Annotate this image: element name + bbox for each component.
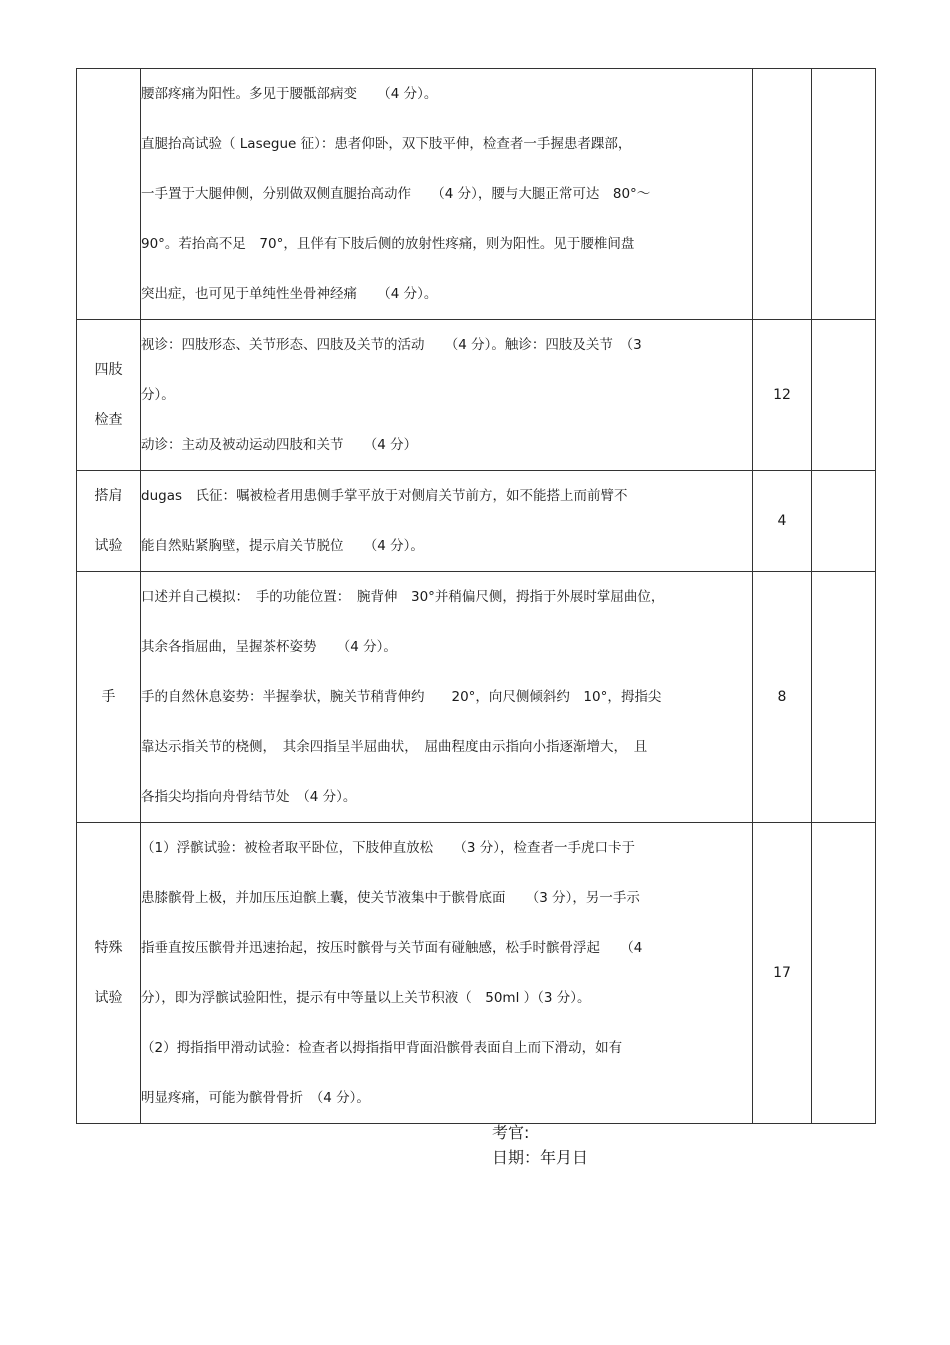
content-cell [141, 320, 753, 471]
content-cell [141, 471, 753, 572]
content-line: （1）浮髌试验：被检者取平卧位，下肢伸直放松 （3 分），检查者一手虎口卡于 [141, 840, 635, 856]
content-line: 直腿抬高试验（ Lasegue 征）：患者仰卧，双下肢平伸，检查者一手握患者踝部， [141, 136, 632, 152]
content-cell [141, 572, 753, 823]
content-line: 突出症，也可见于单纯性坐骨神经痛 （4 分）。 [141, 286, 438, 302]
content-cell [141, 823, 753, 1124]
category-label: 手 [101, 689, 116, 705]
category-cell [77, 69, 141, 320]
exam-scoring-table [76, 68, 876, 1124]
content-line: 患膝髌骨上极，并加压压迫髌上囊，使关节液集中于髌骨底面 （3 分），另一手示 [141, 890, 640, 906]
category-cell [77, 320, 141, 471]
blank-cell [812, 471, 876, 572]
examiner-label: 考官: [492, 1123, 530, 1142]
blank-cell [812, 572, 876, 823]
category-label: 试验 [94, 538, 123, 554]
content-line: 分）。 [141, 387, 175, 403]
category-cell [77, 572, 141, 823]
category-label: 试验 [94, 990, 123, 1006]
table-row [77, 320, 876, 471]
content-line: （2）拇指指甲滑动试验：检查者以拇指指甲背面沿髌骨表面自上而下滑动，如有 [141, 1040, 623, 1056]
table-row [77, 572, 876, 823]
score-cell: 12 [753, 320, 812, 471]
content-cell [141, 69, 753, 320]
table-row [77, 823, 876, 1124]
content-line: 其余各指屈曲，呈握茶杯姿势 （4 分）。 [141, 639, 397, 655]
blank-cell [812, 320, 876, 471]
blank-cell [812, 69, 876, 320]
category-cell [77, 823, 141, 1124]
score-cell [753, 69, 812, 320]
content-line: 分），即为浮髌试验阳性，提示有中等量以上关节积液（ 50ml ）（3 分）。 [141, 990, 591, 1006]
content-line: 指垂直按压髌骨并迅速抬起，按压时髌骨与关节面有碰触感，松手时髌骨浮起 （4 [141, 940, 643, 956]
category-label: 检查 [94, 412, 123, 428]
blank-cell [812, 823, 876, 1124]
content-line: 视诊：四肢形态、关节形态、四肢及关节的活动 （4 分）。触诊：四肢及关节 （3 [141, 337, 642, 353]
content-line: 手的自然休息姿势：半握拳状，腕关节稍背伸约 20°，向尺侧倾斜约 10°，拇指尖 [141, 689, 662, 705]
content-line: 一手置于大腿伸侧，分别做双侧直腿抬高动作 （4 分），腰与大腿正常可达 80°～ [141, 186, 651, 202]
content-line: 90°。若抬高不足 70°，且伴有下肢后侧的放射性疼痛，则为阳性。见于腰椎间盘 [141, 236, 635, 252]
date-label: 日期：年月日 [492, 1148, 589, 1167]
category-cell [77, 471, 141, 572]
category-label: 搭肩 [94, 488, 123, 504]
content-line: dugas 氏征：嘱被检者用患侧手掌平放于对侧肩关节前方，如不能搭上而前臂不 [141, 488, 628, 504]
content-line: 各指尖均指向舟骨结节处 （4 分）。 [141, 789, 357, 805]
score-cell: 4 [753, 471, 812, 572]
content-line: 明显疼痛，可能为髌骨骨折 （4 分）。 [141, 1090, 370, 1106]
category-label: 四肢 [94, 362, 123, 378]
content-line: 腰部疼痛为阳性。多见于腰骶部病变 （4 分）。 [141, 86, 438, 102]
table-row [77, 69, 876, 320]
category-label: 特殊 [94, 940, 123, 956]
table-row [77, 471, 876, 572]
content-line: 口述并自己模拟： 手的功能位置： 腕背伸 30°并稍偏尺侧，拇指于外展时掌屈曲位， [141, 589, 665, 605]
content-line: 动诊：主动及被动运动四肢和关节 （4 分） [141, 437, 418, 453]
score-cell: 8 [753, 572, 812, 823]
score-cell: 17 [753, 823, 812, 1124]
content-line: 能自然贴紧胸壁，提示肩关节脱位 （4 分）。 [141, 538, 424, 554]
content-line: 靠达示指关节的桡侧， 其余四指呈半屈曲状， 屈曲程度由示指向小指逐渐增大， 且 [141, 739, 648, 755]
